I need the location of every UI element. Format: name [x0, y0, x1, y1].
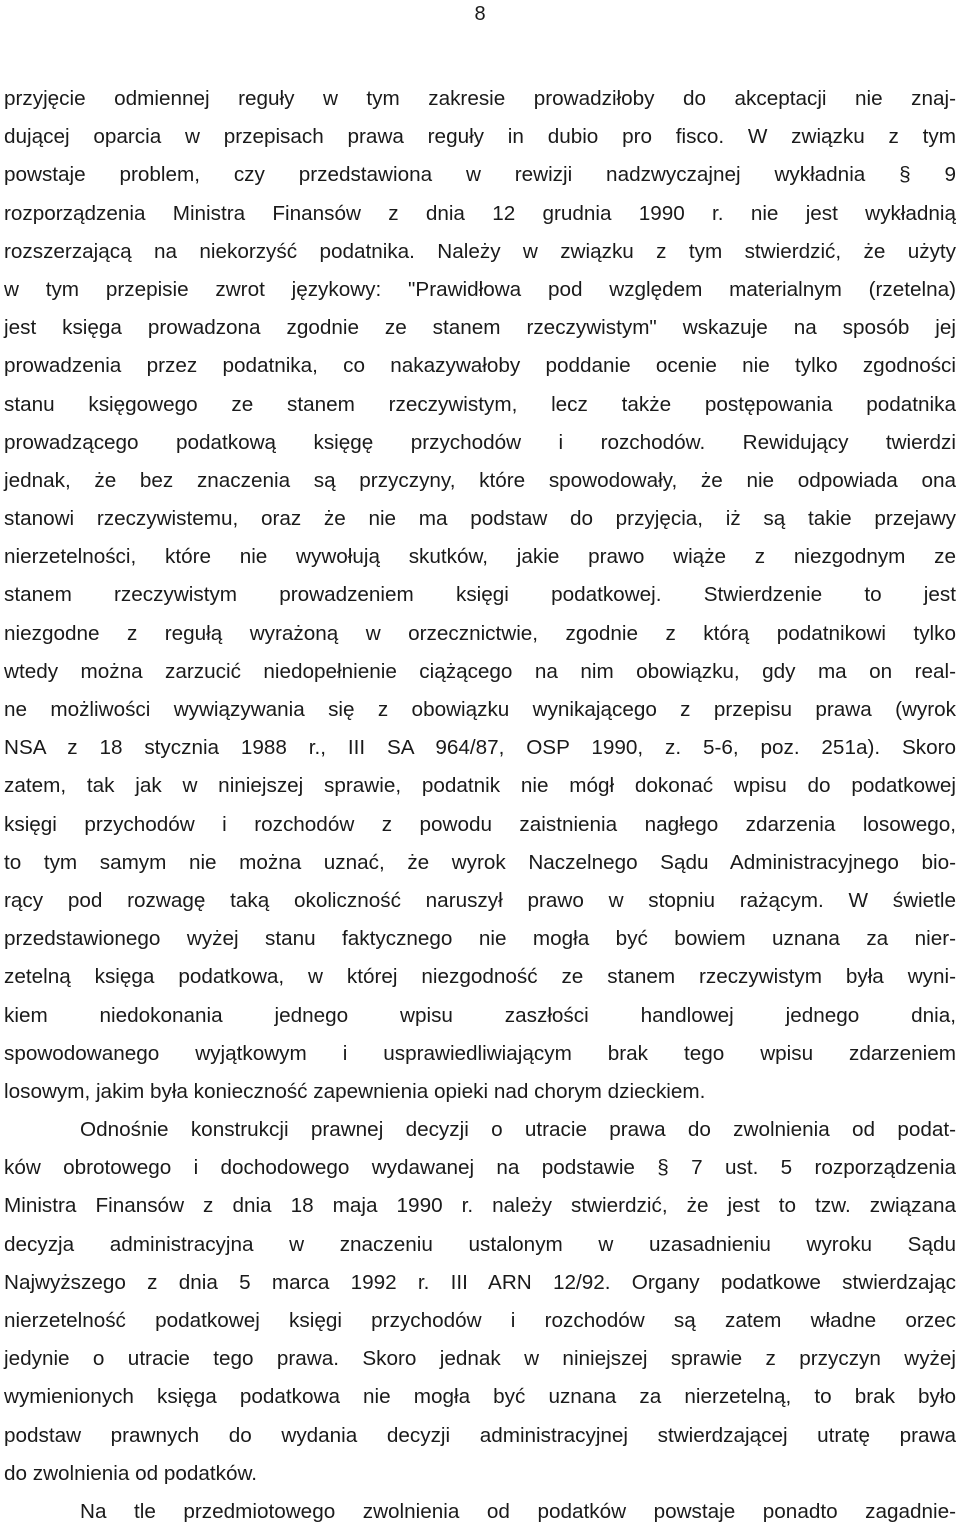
text-line: stanu księgowego ze stanem rzeczywistym, lecz także postępowania podatnika — [4, 392, 956, 416]
text-line: spowodowanego wyjątkowym i usprawiedliwiającym brak tego wpisu zdarzeniem — [4, 1041, 956, 1065]
text-line: kiem niedokonania jednego wpisu zaszłości handlowej jednego dnia, — [4, 1003, 956, 1027]
text-line: nierzetelność podatkowej księgi przychodów i rozchodów są zatem władne orzec — [4, 1309, 956, 1332]
text-line: ne możliwości wywiązywania się z obowiązku wynikającego z przepisu prawa (wyrok — [4, 698, 956, 721]
text-line: jedynie o utracie tego prawa. Skoro jednak w niniejszej sprawie z przyczyn wyżej — [4, 1347, 956, 1371]
text-line: Na tle przedmiotowego zwolnienia od podatków powstaje ponadto zagadnie- — [80, 1499, 956, 1523]
text-line: dującej oparcia w przepisach prawa reguły in dubio pro fisco. W związku z tym — [4, 125, 956, 149]
text-line: prowadzącego podatkową księgę przychodów i rozchodów. Rewidujący twierdzi — [4, 430, 956, 454]
text-line: Ministra Finansów z dnia 18 maja 1990 r. należy stwierdzić, że jest to tzw. związana — [4, 1194, 956, 1218]
text-line: nierzetelności, które nie wywołują skutków, jakie prawo wiąże z niezgodnym ze — [4, 545, 956, 569]
text-line: rozporządzenia Ministra Finansów z dnia 12 grudnia 1990 r. nie jest wykładnią — [4, 201, 956, 225]
text-line: jednak, że bez znaczenia są przyczyny, które spowodowały, że nie odpowiada ona — [4, 468, 956, 492]
text-line: rący pod rozwagę taką okoliczność naruszył prawo w stopniu rażącym. W świetle — [4, 888, 956, 912]
text-line: rozszerzającą na niekorzyść podatnika. Należy w związku z tym stwierdzić, że użyty — [4, 239, 956, 263]
text-line: decyzja administracyjna w znaczeniu ustalonym w uzasadnieniu wyroku Sądu — [4, 1232, 956, 1256]
text-line: prowadzenia przez podatnika, co nakazywałoby poddanie ocenie nie tylko zgodności — [4, 354, 956, 378]
text-line: Najwyższego z dnia 5 marca 1992 r. III ARN 12/92. Organy podatkowe stwierdzając — [4, 1270, 956, 1294]
text-line: NSA z 18 stycznia 1988 r., III SA 964/87, OSP 1990, z. 5-6, poz. 251a). Skoro — [4, 736, 956, 760]
text-line: w tym przepisie zwrot językowy: "Prawidłowa pod względem materialnym (rzetelna) — [4, 277, 956, 301]
text-line: podstaw prawnych do wydania decyzji administracyjnej stwierdzającej utratę prawa — [4, 1423, 956, 1447]
text-line: stanowi rzeczywistemu, oraz że nie ma podstaw do przyjęcia, iż są takie przejawy — [4, 507, 956, 531]
text-line: losowym, jakim była konieczność zapewnienia opieki nad chorym dzieckiem. — [4, 1079, 706, 1103]
document-body — [4, 80, 956, 1531]
text-line: stanem rzeczywistym prowadzeniem księgi podatkowej. Stwierdzenie to jest — [4, 583, 956, 607]
text-line: niezgodne z regułą wyrażoną w orzecznictwie, zgodnie z którą podatnikowi tylko — [4, 621, 956, 645]
text-line: Odnośnie konstrukcji prawnej decyzji o utracie prawa do zwolnienia od podat- — [80, 1118, 956, 1142]
page-number: 8 — [474, 3, 486, 25]
text-line: księgi przychodów i rozchodów z powodu zaistnienia nagłego zdarzenia losowego, — [4, 812, 956, 836]
text-line: wymienionych księga podatkowa nie mogła być uznana za nierzetelną, to brak było — [4, 1385, 956, 1409]
text-line: to tym samym nie można uznać, że wyrok Naczelnego Sądu Administracyjnego bio- — [4, 850, 956, 874]
text-line: zetelną księga podatkowa, w której niezgodność ze stanem rzeczywistym była wyni- — [4, 965, 956, 989]
text-line: powstaje problem, czy przedstawiona w rewizji nadzwyczajnej wykładnia § 9 — [4, 163, 956, 187]
text-line: ków obrotowego i dochodowego wydawanej na podstawie § 7 ust. 5 rozporządzenia — [4, 1156, 956, 1180]
text-line: jest księga prowadzona zgodnie ze stanem rzeczywistym" wskazuje na sposób jej — [4, 316, 956, 340]
text-line: zatem, tak jak w niniejszej sprawie, podatnik nie mógł dokonać wpisu do podatkowej — [4, 774, 956, 798]
text-line: wtedy można zarzucić niedopełnienie ciążącego na nim obowiązku, gdy ma on real- — [4, 659, 956, 683]
text-line: do zwolnienia od podatków. — [4, 1461, 258, 1485]
text-line: przedstawionego wyżej stanu faktycznego nie mogła być bowiem uznana za nier- — [4, 927, 956, 951]
text-line: przyjęcie odmiennej reguły w tym zakresie prowadziłoby do akceptacji nie znaj- — [4, 87, 956, 110]
